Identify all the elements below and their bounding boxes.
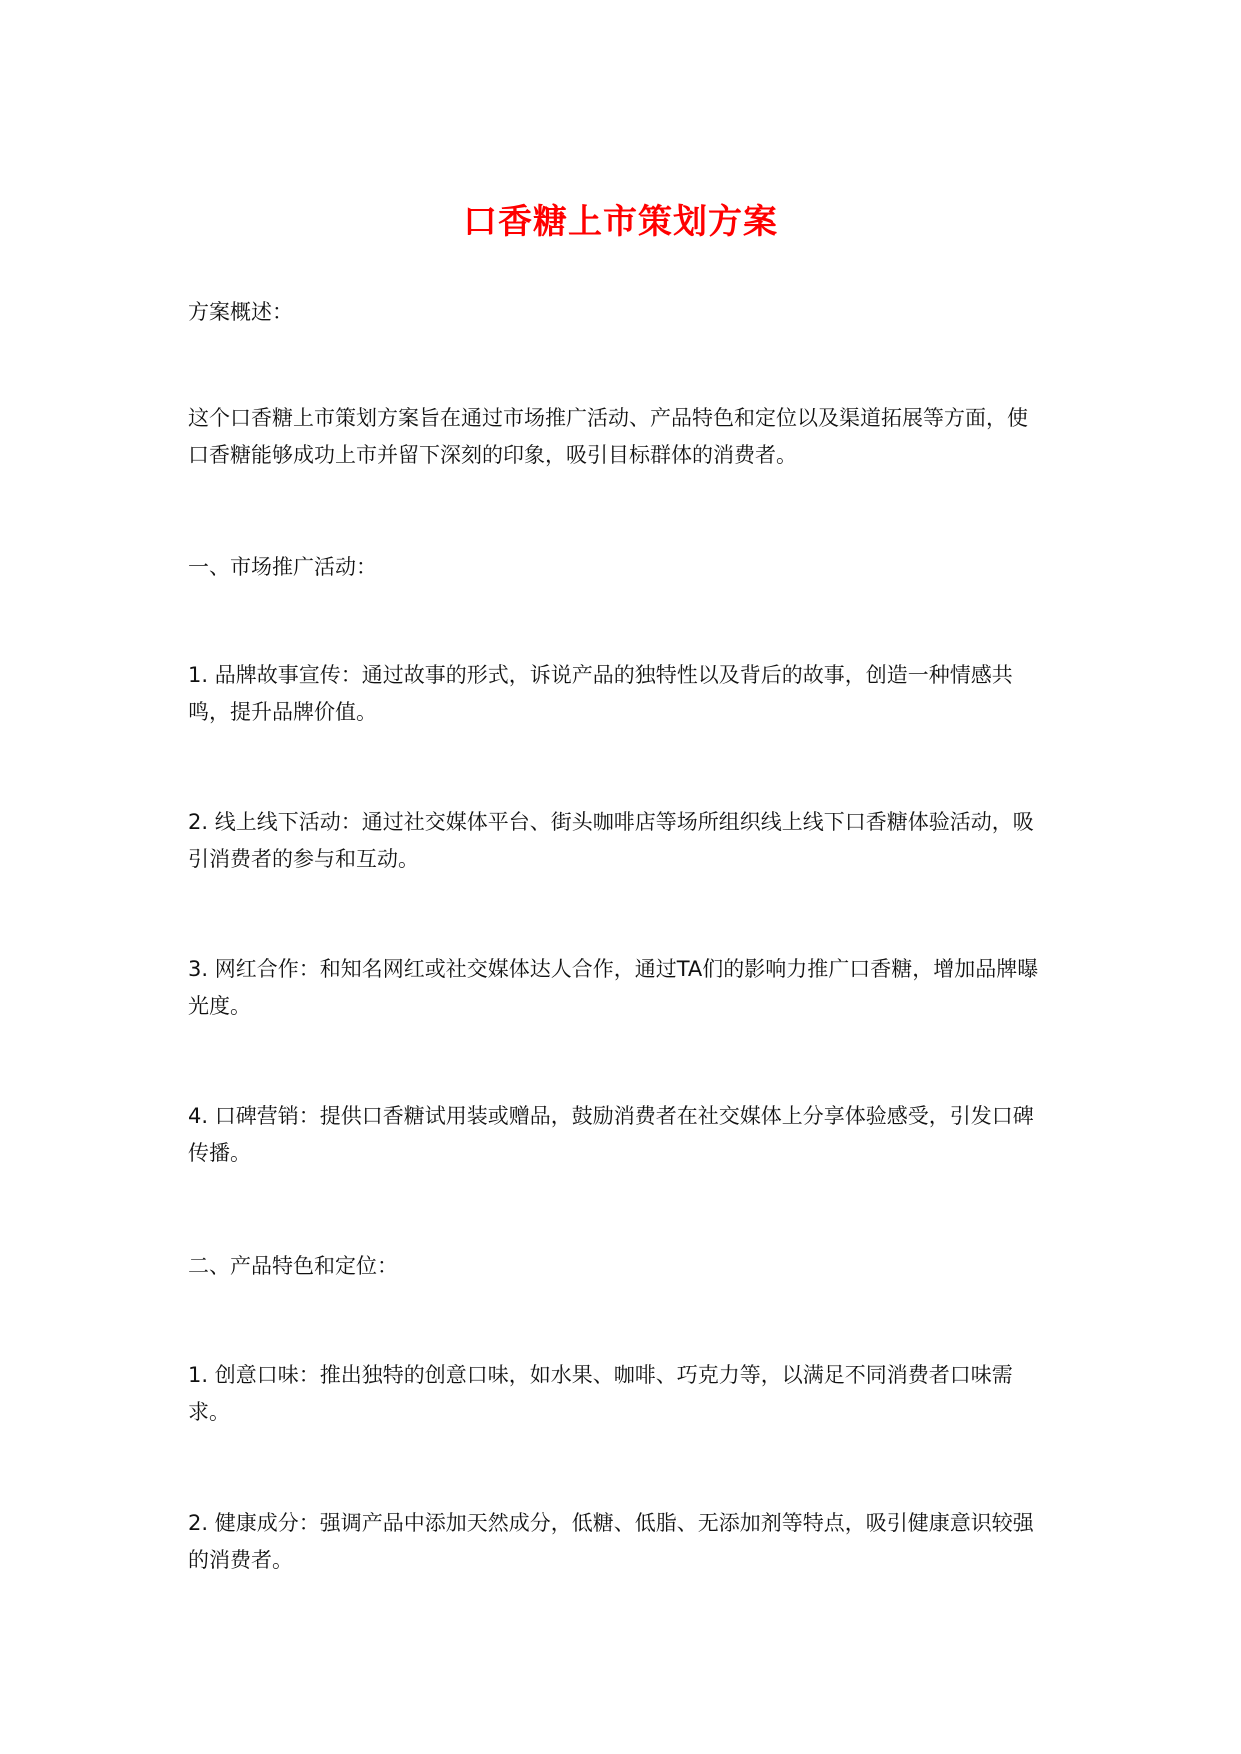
list-item: 1. 品牌故事宣传：通过故事的形式，诉说产品的独特性以及背后的故事，创造一种情感共鸣，提升品牌价值。	[188, 663, 1013, 724]
list-item: 4. 口碑营销：提供口香糖试用装或赠品，鼓励消费者在社交媒体上分享体验感受，引发口碑传播。	[188, 1104, 1034, 1165]
list-item: 3. 网红合作：和知名网红或社交媒体达人合作，通过TA们的影响力推广口香糖，增加品牌曝光度。	[188, 957, 1039, 1018]
list-item: 1. 创意口味：推出独特的创意口味，如水果、咖啡、巧克力等，以满足不同消费者口味需求。	[188, 1363, 1013, 1424]
document-title: 口香糖上市策划方案	[463, 201, 778, 242]
overview-paragraph: 这个口香糖上市策划方案旨在通过市场推广活动、产品特色和定位以及渠道拓展等方面，使口香糖能够成功上市并留下深刻的印象，吸引目标群体的消费者。	[188, 406, 1028, 467]
section-heading-marketing: 一、市场推广活动：	[188, 555, 377, 579]
section-heading-overview: 方案概述：	[188, 300, 293, 324]
list-item: 2. 线上线下活动：通过社交媒体平台、街头咖啡店等场所组织线上线下口香糖体验活动，吸引消费者的参与和互动。	[188, 810, 1034, 871]
list-item: 2. 健康成分：强调产品中添加天然成分，低糖、低脂、无添加剂等特点，吸引健康意识较强的消费者。	[188, 1511, 1034, 1572]
section-heading-product: 二、产品特色和定位：	[188, 1254, 398, 1278]
